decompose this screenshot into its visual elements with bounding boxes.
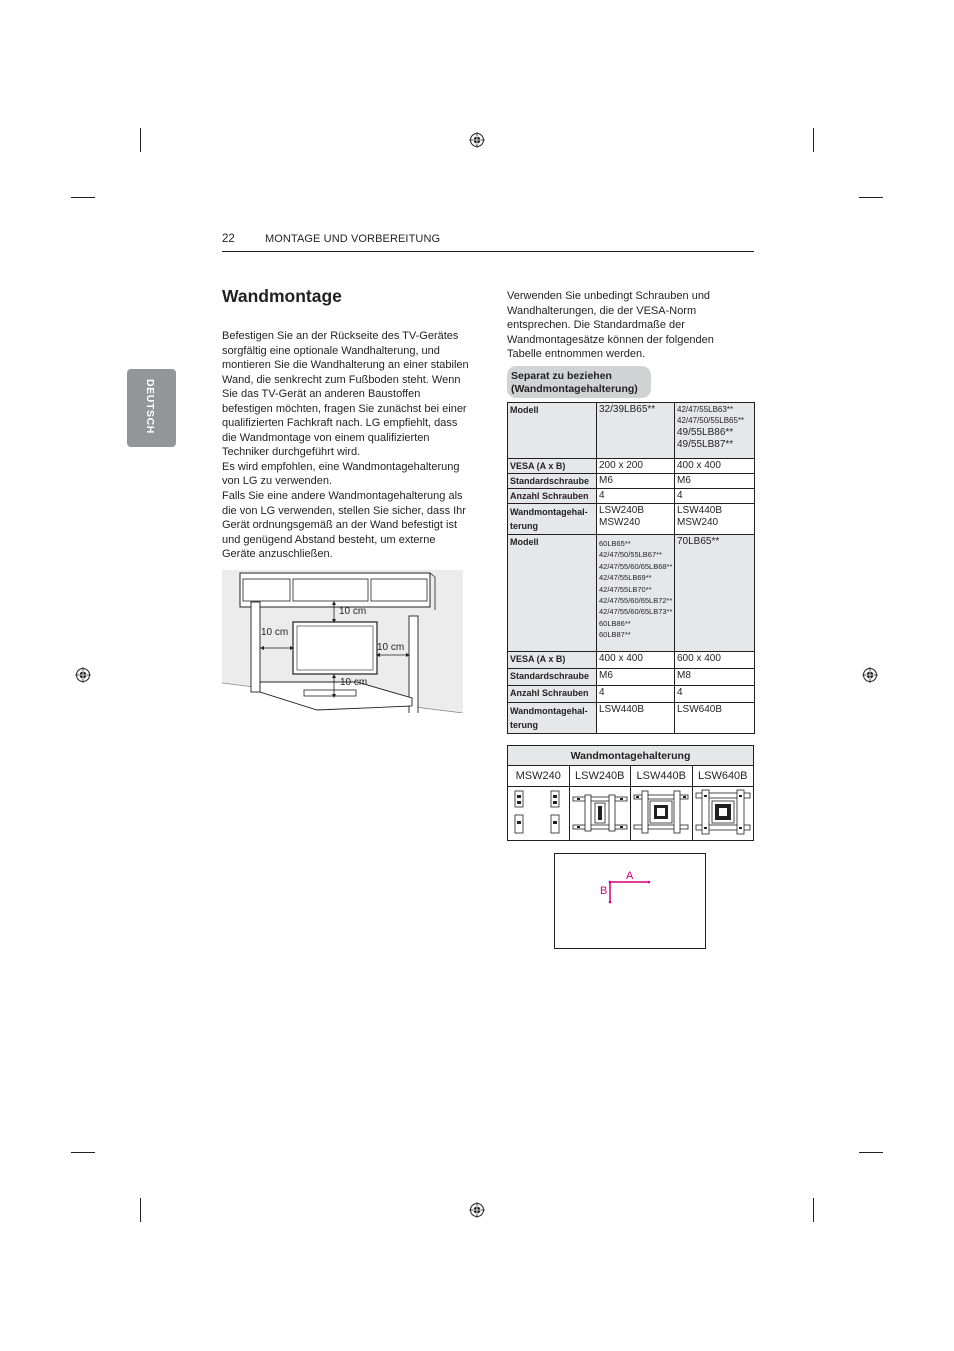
table-cell: LSW440B: [631, 766, 693, 787]
table-header: Wandmontagehalterung: [508, 746, 754, 766]
registration-mark-icon: [75, 667, 91, 683]
table-row: [508, 703, 755, 734]
model-text: 42/47/55LB70**: [599, 584, 652, 594]
left-body-text: [222, 329, 472, 562]
clearance-illustration: [222, 570, 463, 713]
model-text: 42/47/55LB63**: [677, 405, 734, 414]
model-text: 60LB65**: [599, 539, 631, 548]
table-cell: Standardschraube: [508, 669, 597, 686]
table-row: [508, 535, 755, 652]
table-cell: [508, 787, 570, 841]
header-rule: [222, 251, 754, 252]
table-cell: M6: [597, 669, 675, 686]
table-row: [508, 686, 755, 703]
crop-mark: [71, 1152, 95, 1153]
clearance-bottom-label: 10 cm: [340, 677, 368, 688]
clearance-top-label: 10 cm: [339, 606, 367, 617]
table-cell: [675, 403, 755, 459]
vesa-dimension-lines: [555, 854, 705, 948]
table-row: [508, 787, 754, 841]
model-text: 32/39LB65**: [599, 404, 656, 415]
table-cell: LSW240B: [569, 766, 631, 787]
model-text: 60LB87**: [599, 630, 631, 640]
table-cell: M6: [675, 474, 755, 489]
table-row: [508, 766, 754, 787]
table-row: [508, 459, 755, 474]
crop-mark: [859, 1152, 883, 1153]
table-row: [508, 746, 754, 766]
model-text: 42/47/55/60/65LB72**: [599, 596, 673, 606]
table-cell: Modell: [508, 403, 597, 459]
table-cell: 4: [675, 489, 755, 504]
mount-text: MSW240: [599, 517, 641, 528]
body-paragraph: Falls Sie eine andere Wandmontagehalterung als die von LG verwenden, stellen Sie sicher, dass Ihr Gerät ordnungsgemäß an der Wand befestigt ist und genügend Abstand besteht, um externe Geräte anzuschließen.: [222, 490, 466, 561]
table-row: [508, 669, 755, 686]
vesa-intro-text: Verwenden Sie unbedingt Schrauben und Wandhalterungen, die der VESA-Norm entsprechen. Die Standardmaße der Wandmontagesätze können der folgenden Tabelle entnommen werden.: [507, 290, 714, 361]
table-cell: 4: [597, 686, 675, 703]
language-tab-label: DEUTSCH: [144, 379, 156, 434]
table-cell: [597, 403, 675, 459]
table-cell: Anzahl Schrauben: [508, 686, 597, 703]
model-text: 42/47/55LB69**: [599, 573, 652, 583]
table-cell: MSW240: [508, 766, 570, 787]
model-text: 42/47/50/55LB65**: [677, 416, 745, 426]
crop-mark: [859, 197, 883, 198]
clearance-right-label: 10 cm: [377, 642, 405, 653]
table-cell: Wandmontagehal-terung: [508, 504, 597, 535]
model-text: 49/55LB87**: [677, 438, 734, 450]
table-cell: LSW640B: [692, 766, 754, 787]
body-paragraph: Es wird empfohlen, eine Wandmontagehalterung von LG zu verwenden.: [222, 460, 460, 488]
mount-text: MSW240: [677, 517, 719, 528]
table-cell: [675, 504, 755, 535]
table-cell: LSW440B: [597, 703, 675, 734]
vesa-diagram: [554, 853, 706, 949]
table-cell: LSW640B: [675, 703, 755, 734]
lsw240b-bracket-icon: [571, 787, 629, 837]
table-cell: VESA (A x B): [508, 652, 597, 669]
table-cell: Modell: [508, 535, 597, 652]
crop-mark: [140, 128, 141, 152]
table-cell: 400 x 400: [597, 652, 675, 669]
table-cell: 600 x 400: [675, 652, 755, 669]
table-cell: 400 x 400: [675, 459, 755, 474]
table-row: [508, 504, 755, 535]
separately-available-label: [507, 366, 651, 398]
table-cell: [597, 535, 675, 652]
model-text: 42/47/55/60/65LB73**: [599, 607, 673, 617]
registration-mark-icon: [469, 1202, 485, 1218]
table-row: [508, 652, 755, 669]
lsw440b-bracket-icon: [632, 787, 690, 837]
crop-mark: [813, 1198, 814, 1222]
section-title: MONTAGE UND VORBEREITUNG: [265, 233, 441, 245]
model-text: 42/47/50/55LB67**: [599, 550, 662, 560]
vesa-label-b: B: [600, 885, 608, 897]
table-cell: Standardschraube: [508, 474, 597, 489]
table-row: [508, 489, 755, 504]
msw240-bracket-icon: [509, 787, 567, 837]
pill-line: Separat zu beziehen: [511, 370, 612, 382]
crop-mark: [813, 128, 814, 152]
language-tab: [127, 369, 176, 447]
page-number: 22: [222, 233, 235, 245]
model-text: 42/47/55/60/65LB68**: [599, 561, 673, 571]
table-cell: [597, 504, 675, 535]
registration-mark-icon: [469, 132, 485, 148]
lsw640b-bracket-icon: [694, 787, 752, 837]
table-cell: 70LB65**: [675, 535, 755, 652]
mount-text: LSW440B: [677, 505, 723, 516]
table-cell: M8: [675, 669, 755, 686]
vesa-spec-table: [507, 402, 755, 734]
table-cell: [631, 787, 693, 841]
clearance-left-label: 10 cm: [261, 627, 289, 638]
page-title: Wandmontage: [222, 286, 342, 306]
table-cell: 4: [597, 489, 675, 504]
model-text: 60LB86**: [599, 618, 631, 628]
table-row: [508, 474, 755, 489]
model-text: 49/55LB86**: [677, 426, 734, 438]
vesa-label-a: A: [626, 870, 634, 882]
table-row: [508, 403, 755, 459]
table-cell: [692, 787, 754, 841]
table-cell: 4: [675, 686, 755, 703]
pill-line: (Wandmontagehalterung): [511, 383, 638, 395]
crop-mark: [71, 197, 95, 198]
table-cell: 200 x 200: [597, 459, 675, 474]
registration-mark-icon: [862, 667, 878, 683]
crop-mark: [140, 1198, 141, 1222]
wall-mount-table: [507, 745, 754, 841]
table-cell: VESA (A x B): [508, 459, 597, 474]
mount-text: LSW240B: [599, 505, 645, 516]
table-cell: Wandmontagehal-terung: [508, 703, 597, 734]
table-cell: Anzahl Schrauben: [508, 489, 597, 504]
table-cell: M6: [597, 474, 675, 489]
table-cell: [569, 787, 631, 841]
body-paragraph: Befestigen Sie an der Rückseite des TV-Gerätes sorgfältig eine optionale Wandhalterung, und montieren Sie die Wandhalterung an einer stabilen Wand, die senkrecht zum Fußboden steht. Wenn Sie das TV-Gerät an anderen Baustoffen befestigen möchten, fragen Sie zunächst bei einer qualifizierten Fachkraft nach. LG empfiehlt, dass die Wandmontage von einem qualifizierten Techniker durchgeführt wird.: [222, 330, 469, 459]
